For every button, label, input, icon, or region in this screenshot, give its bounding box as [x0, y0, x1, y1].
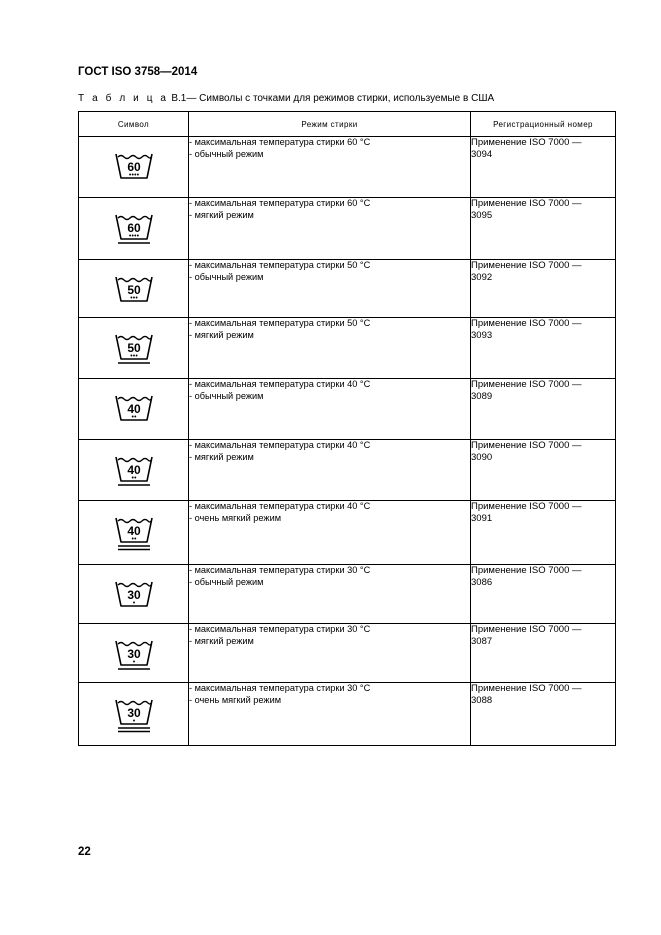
mode-line: - мягкий режим	[189, 329, 254, 340]
mode-line: - максимальная температура стирки 30 °C	[189, 624, 371, 634]
temperature-label: 40	[126, 524, 141, 538]
header-symbol: Символ	[79, 112, 189, 137]
header-reg: Регистрационный номер	[471, 112, 616, 137]
temperature-dot	[133, 661, 135, 663]
mode-cell	[189, 379, 471, 440]
temperature-dot	[131, 416, 133, 418]
table-header-row	[79, 112, 616, 137]
temperature-dot	[136, 174, 138, 176]
temperature-dot	[133, 297, 135, 299]
table-caption-prefix: Т а б л и ц а	[78, 93, 169, 104]
temperature-dot	[133, 720, 135, 722]
mode-line: - максимальная температура стирки 40 °C	[189, 379, 371, 389]
reg-cell	[471, 379, 616, 440]
table-row	[79, 379, 616, 440]
reg-number: 3091	[471, 513, 493, 524]
water-wave	[118, 217, 151, 220]
mode-cell	[189, 137, 471, 198]
table-row	[79, 624, 616, 683]
mode-line: - максимальная температура стирки 30 °C	[189, 565, 371, 575]
reg-number: 3090	[471, 452, 493, 463]
water-wave	[118, 702, 151, 705]
reg-number: 3095	[471, 210, 493, 221]
temperature-dot	[134, 174, 136, 176]
reg-cell	[471, 501, 616, 565]
mode-line: - обычный режим	[189, 271, 264, 282]
symbol-cell	[79, 440, 189, 501]
reg-cell	[471, 198, 616, 260]
symbol-cell	[79, 318, 189, 379]
temperature-dot	[135, 297, 137, 299]
table-row	[79, 440, 616, 501]
temperature-dot	[134, 416, 136, 418]
temperature-label: 50	[126, 283, 141, 297]
wash-tub-icon	[111, 691, 157, 735]
table-caption	[78, 93, 494, 104]
mode-cell	[189, 440, 471, 501]
table-row	[79, 198, 616, 260]
reg-cell	[471, 565, 616, 624]
reg-cell	[471, 440, 616, 501]
mode-line: - мягкий режим	[189, 209, 254, 220]
reg-number: 3088	[471, 695, 493, 706]
reg-line: Применение ISO 7000 —	[471, 565, 582, 576]
reg-number: 3094	[471, 149, 493, 160]
mode-line: - обычный режим	[189, 390, 264, 401]
table-row	[79, 501, 616, 565]
table-row	[79, 137, 616, 198]
temperature-dot	[135, 355, 137, 357]
wash-tub-icon	[111, 632, 157, 676]
wash-tub-icon	[111, 206, 157, 250]
wash-tub-icon	[111, 573, 157, 617]
mode-cell	[189, 501, 471, 565]
temperature-dot	[133, 602, 135, 604]
reg-line: Применение ISO 7000 —	[471, 137, 582, 148]
water-wave	[118, 584, 151, 587]
temperature-label: 60	[126, 160, 141, 174]
temperature-dot	[131, 477, 133, 479]
reg-line: Применение ISO 7000 —	[471, 318, 582, 329]
symbol-cell	[79, 379, 189, 440]
wash-tub-icon	[111, 448, 157, 492]
reg-line: Применение ISO 7000 —	[471, 440, 582, 451]
temperature-label: 30	[126, 706, 141, 720]
mode-line: - максимальная температура стирки 40 °C	[189, 440, 371, 450]
wash-tub-icon	[111, 509, 157, 553]
water-wave	[118, 520, 151, 523]
reg-cell	[471, 683, 616, 746]
mode-line: - обычный режим	[189, 148, 264, 159]
temperature-label: 40	[126, 402, 141, 416]
temperature-dot	[133, 355, 135, 357]
symbol-cell	[79, 137, 189, 198]
mode-line: - максимальная температура стирки 60 °C	[189, 198, 371, 208]
reg-number: 3092	[471, 272, 493, 283]
temperature-dot	[136, 235, 138, 237]
temperature-label: 30	[126, 588, 141, 602]
table-row	[79, 260, 616, 318]
water-wave	[118, 459, 151, 462]
reg-cell	[471, 624, 616, 683]
temperature-dot	[130, 355, 132, 357]
reg-number: 3093	[471, 330, 493, 341]
reg-line: Применение ISO 7000 —	[471, 260, 582, 271]
wash-tub-icon	[111, 268, 157, 312]
mode-line: - мягкий режим	[189, 451, 254, 462]
water-wave	[118, 643, 151, 646]
table-row	[79, 683, 616, 746]
wash-tub-icon	[111, 387, 157, 431]
symbol-cell	[79, 198, 189, 260]
temperature-dot	[130, 297, 132, 299]
symbol-cell	[79, 624, 189, 683]
mode-line: - максимальная температура стирки 50 °C	[189, 318, 371, 328]
temperature-dot	[131, 538, 133, 540]
reg-line: Применение ISO 7000 —	[471, 198, 582, 209]
temperature-dot	[134, 477, 136, 479]
mode-cell	[189, 624, 471, 683]
mode-cell	[189, 683, 471, 746]
reg-line: Применение ISO 7000 —	[471, 624, 582, 635]
reg-cell	[471, 137, 616, 198]
temperature-label: 30	[126, 647, 141, 661]
header-mode: Режим стирки	[189, 112, 471, 137]
temperature-label: 40	[126, 463, 141, 477]
mode-cell	[189, 318, 471, 379]
temperature-dot	[131, 235, 133, 237]
reg-number: 3089	[471, 391, 493, 402]
water-wave	[118, 156, 151, 159]
temperature-dot	[129, 235, 131, 237]
washing-symbols-table	[78, 111, 616, 746]
wash-tub-icon	[111, 326, 157, 370]
temperature-dot	[129, 174, 131, 176]
temperature-label: 50	[126, 341, 141, 355]
mode-line: - максимальная температура стирки 60 °C	[189, 137, 371, 147]
mode-line: - очень мягкий режим	[189, 512, 282, 523]
reg-number: 3087	[471, 636, 493, 647]
water-wave	[118, 398, 151, 401]
page-number: 22	[78, 846, 91, 858]
symbol-cell	[79, 260, 189, 318]
mode-cell	[189, 260, 471, 318]
mode-line: - очень мягкий режим	[189, 694, 282, 705]
reg-line: Применение ISO 7000 —	[471, 501, 582, 512]
water-wave	[118, 279, 151, 282]
temperature-dot	[134, 235, 136, 237]
mode-line: - максимальная температура стирки 30 °C	[189, 683, 371, 693]
mode-cell	[189, 198, 471, 260]
symbol-cell	[79, 501, 189, 565]
mode-cell	[189, 565, 471, 624]
table-row	[79, 565, 616, 624]
reg-line: Применение ISO 7000 —	[471, 379, 582, 390]
mode-line: - обычный режим	[189, 576, 264, 587]
reg-cell	[471, 260, 616, 318]
reg-line: Применение ISO 7000 —	[471, 683, 582, 694]
temperature-dot	[131, 174, 133, 176]
temperature-label: 60	[126, 221, 141, 235]
document-header: ГОСТ ISO 3758—2014	[78, 66, 198, 78]
water-wave	[118, 337, 151, 340]
table-caption-text: В.1— Символы с точками для режимов стирки, используемые в США	[171, 93, 495, 104]
symbol-cell	[79, 683, 189, 746]
reg-number: 3086	[471, 577, 493, 588]
reg-cell	[471, 318, 616, 379]
temperature-dot	[134, 538, 136, 540]
mode-line: - мягкий режим	[189, 635, 254, 646]
mode-line: - максимальная температура стирки 40 °C	[189, 501, 371, 511]
symbol-cell	[79, 565, 189, 624]
wash-tub-icon	[111, 145, 157, 189]
table-row	[79, 318, 616, 379]
mode-line: - максимальная температура стирки 50 °C	[189, 260, 371, 270]
